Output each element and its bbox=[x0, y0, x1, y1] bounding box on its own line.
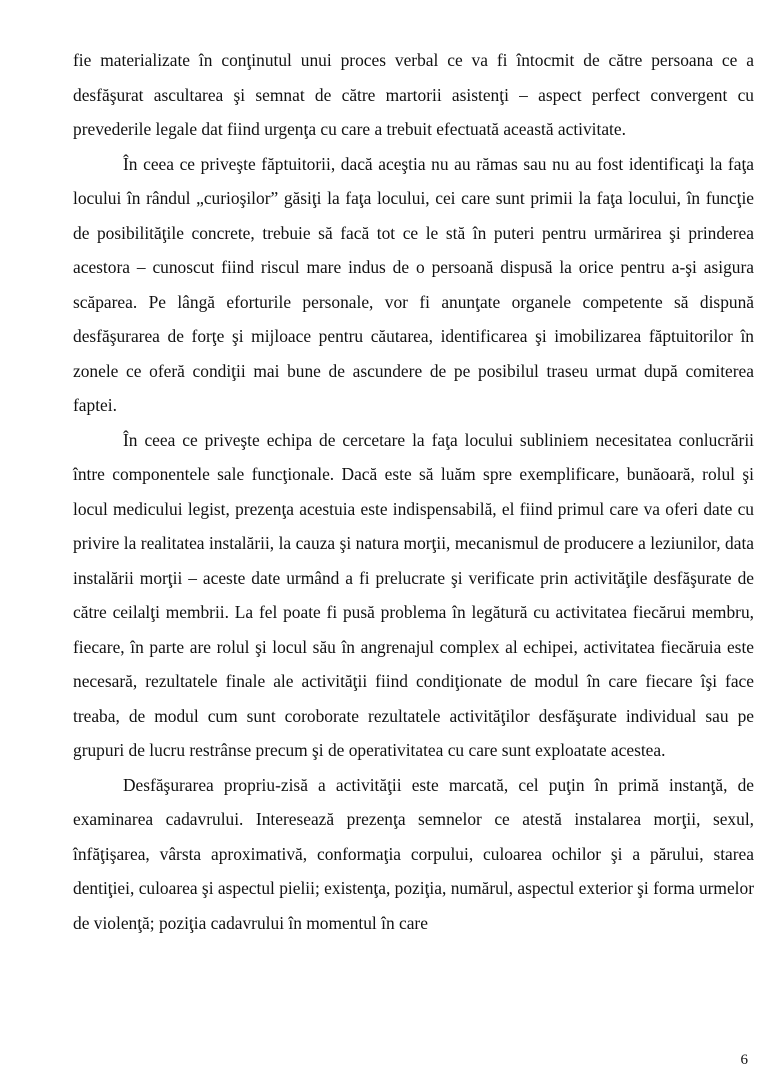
paragraph-2: În ceea ce priveşte făptuitorii, dacă aceştia nu au rămas sau nu au fost identificaţi la faţa locului în rândul „curioşilor” găsiţi la faţa locului, cei care sunt primii la faţa locului, în funcţie de posibilităţile concrete, trebuie să facă tot ce le stă în puteri pentru urmărirea şi prinderea acestora – cunoscut fiind riscul mare indus de o persoană dispusă la orice pentru a-şi asigura scăparea. Pe lângă eforturile personale, vor fi anunţate organele competente să dispună desfăşurarea de forţe şi mijloace pentru căutarea, identificarea şi imobilizarea făptuitorilor în zonele ce oferă condiţii mai bune de ascundere de pe posibilul traseu urmat după comiterea faptei. bbox=[73, 153, 754, 415]
page-number: 6 bbox=[740, 1052, 748, 1068]
paragraph-1: fie materializate în conţinutul unui proces verbal ce va fi întocmit de către persoana ce a desfăşurat ascultarea şi semnat de către martorii asistenţi – aspect perfect convergent cu prevederile legale dat fiind urgenţa cu care a trebuit efectuată această activitate. bbox=[73, 50, 754, 139]
paragraph-4: Desfăşurarea propriu-zisă a activităţii este marcată, cel puţin în primă instanţă, de examinarea cadavrului. Interesează prezenţa semnelor ce atestă instalarea morţii, sexul, înfăţişarea, vârsta aproximativă, conformaţia corpului, culoarea ochilor şi a părului, starea dentiţiei, culoarea şi aspectul pielii; existenţa, poziţia, numărul, aspectul exterior şi forma urmelor de violenţă; poziţia cadavrului în momentul în care bbox=[73, 774, 754, 933]
document-body bbox=[73, 43, 754, 940]
paragraph-3: În ceea ce priveşte echipa de cercetare la faţa locului subliniem necesitatea conlucrării între componentele sale funcţionale. Dacă este să luăm spre exemplificare, bunăoară, rolul şi locul medicului legist, prezenţa acestuia este indispensabilă, el fiind primul care va oferi date cu privire la realitatea instalării, la cauza şi natura morţii, mecanismul de producere a leziunilor, data instalării morţii – aceste date urmând a fi prelucrate şi verificate prin activităţile desfăşurate de către ceilalţi membrii. La fel poate fi pusă problema în legătură cu activitatea fiecărui membru, fiecare, în parte are rolul şi locul său în angrenajul complex al echipei, activitatea fiecăruia este necesară, rezultatele finale ale activităţii fiind condiţionate de modul în care fiecare îşi face treaba, de modul cum sunt coroborate rezultatele activităţilor desfăşurate individual sau pe grupuri de lucru restrânse precum şi de operativitatea cu care sunt exploatate acestea. bbox=[73, 429, 754, 760]
